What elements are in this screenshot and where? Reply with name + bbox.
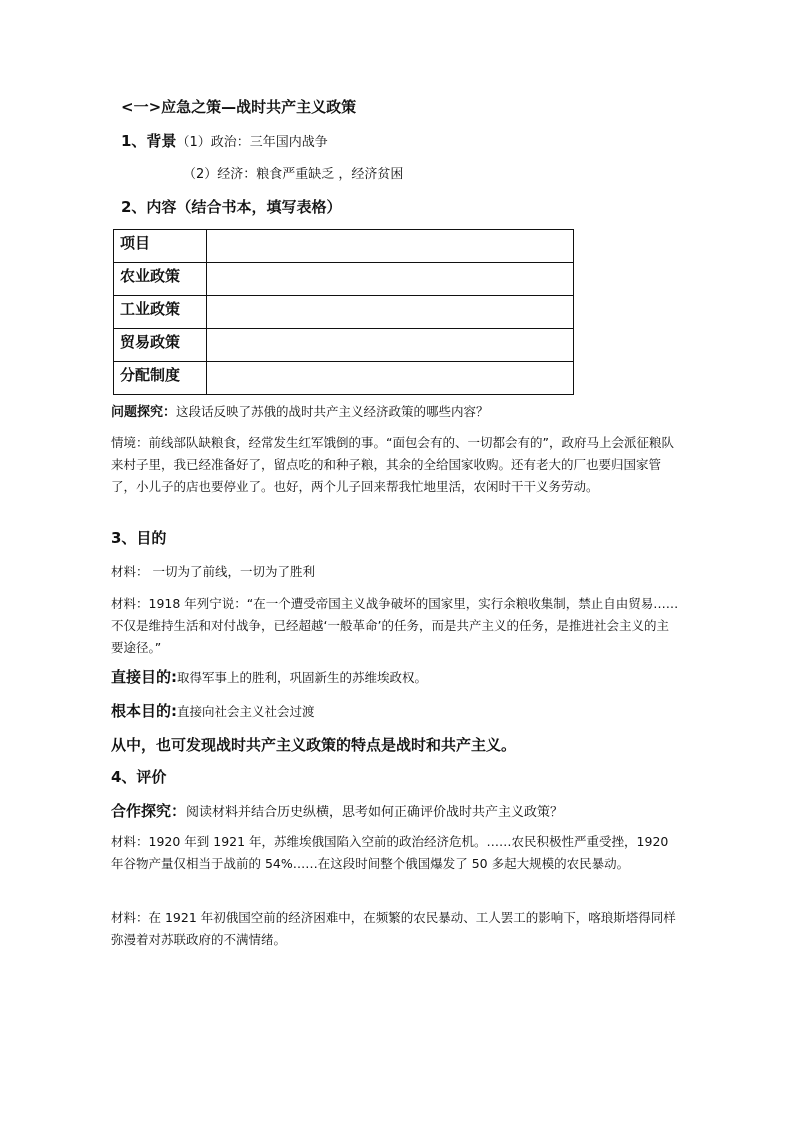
table-row xyxy=(114,329,574,362)
table-cell-value[interactable] xyxy=(207,296,574,329)
background-heading: 1、背景 xyxy=(121,132,177,150)
table-cell-label: 分配制度 xyxy=(114,362,207,395)
direct-purpose-text: 取得军事上的胜利，巩固新生的苏维埃政权。 xyxy=(177,670,428,685)
inquiry-label: 问题探究： xyxy=(111,405,177,420)
background-politics: （1）政治：三年国内战争 xyxy=(176,135,328,150)
table-cell-label: 工业政策 xyxy=(114,296,207,329)
table-cell-label: 农业政策 xyxy=(114,263,207,296)
fundamental-purpose-label: 根本目的: xyxy=(111,702,177,720)
cooperation-text: 阅读材料并结合历史纵横，思考如何正确评价战时共产主义政策？ xyxy=(186,805,564,820)
inquiry-line xyxy=(111,401,489,423)
table-row xyxy=(114,263,574,296)
direct-purpose-line xyxy=(111,667,427,688)
cooperation-label: 合作探究： xyxy=(111,802,187,820)
direct-purpose-label: 直接目的: xyxy=(111,668,177,686)
scenario-label: 情境： xyxy=(111,435,149,450)
background-line xyxy=(121,131,328,153)
purpose-conclusion: 从中，也可发现战时共产主义政策的特点是战时和共产主义。 xyxy=(111,736,517,754)
evaluation-material-2: 材料：在 1921 年初俄国空前的经济困难中，在频繁的农民暴动、工人罢工的影响下，喀琅斯塔得同样弥漫着对苏联政府的不满情绪。 xyxy=(111,910,676,947)
table-cell-value[interactable] xyxy=(207,362,574,395)
purpose-heading: 3、目的 xyxy=(111,529,167,547)
evaluation-heading: 4、评价 xyxy=(111,768,167,786)
table-cell-value[interactable] xyxy=(207,230,574,263)
content-heading: 2、内容（结合书本，填写表格） xyxy=(121,198,342,216)
scenario-text: 前线部队缺粮食，经常发生红军饿倒的事。“面包会有的、一切都会有的”，政府马上会派征粮队来村子里，我已经准备好了，留点吃的和种子粮，其余的全给国家收购。还有老大的厂也要归国家管了，小儿子的店也要停业了。也好，两个儿子回来帮我忙地里活，农闲时干干义务劳动。 xyxy=(111,435,674,494)
evaluation-material-1: 材料：1920 年到 1921 年，苏维埃俄国陷入空前的政治经济危机。……农民积极性严重受挫，1920 年谷物产量仅相当于战前的 54%……在这段时间整个俄国爆发了 50 多起大规模的农民暴动。 xyxy=(111,834,669,871)
policy-table xyxy=(113,229,574,395)
table-cell-label: 项目 xyxy=(114,230,207,263)
table-row xyxy=(114,230,574,263)
table-row xyxy=(114,296,574,329)
fundamental-purpose-line xyxy=(111,701,315,722)
table-cell-value[interactable] xyxy=(207,329,574,362)
table-cell-label: 贸易政策 xyxy=(114,329,207,362)
background-economy: （2）经济：粮食严重缺乏 ，经济贫困 xyxy=(183,167,404,182)
fundamental-purpose-text: 直接向社会主义社会过渡 xyxy=(177,704,315,719)
purpose-material-2: 材料：1918 年列宁说：“在一个遭受帝国主义战争破坏的国家里，实行余粮收集制，禁止自由贸易……不仅是维持生活和对付战争，已经超越‘一般革命’的任务，而是共产主义的任务，是推进社会主义的主要途径。” xyxy=(111,596,679,655)
scenario-paragraph xyxy=(111,432,681,498)
table-row xyxy=(114,362,574,395)
table-cell-value[interactable] xyxy=(207,263,574,296)
cooperation-line xyxy=(111,801,563,823)
purpose-material-1: 材料： 一切为了前线，一切为了胜利 xyxy=(111,564,315,579)
section-title: <一>应急之策—战时共产主义政策 xyxy=(121,98,357,116)
inquiry-text: 这段话反映了苏俄的战时共产主义经济政策的哪些内容？ xyxy=(176,404,489,419)
